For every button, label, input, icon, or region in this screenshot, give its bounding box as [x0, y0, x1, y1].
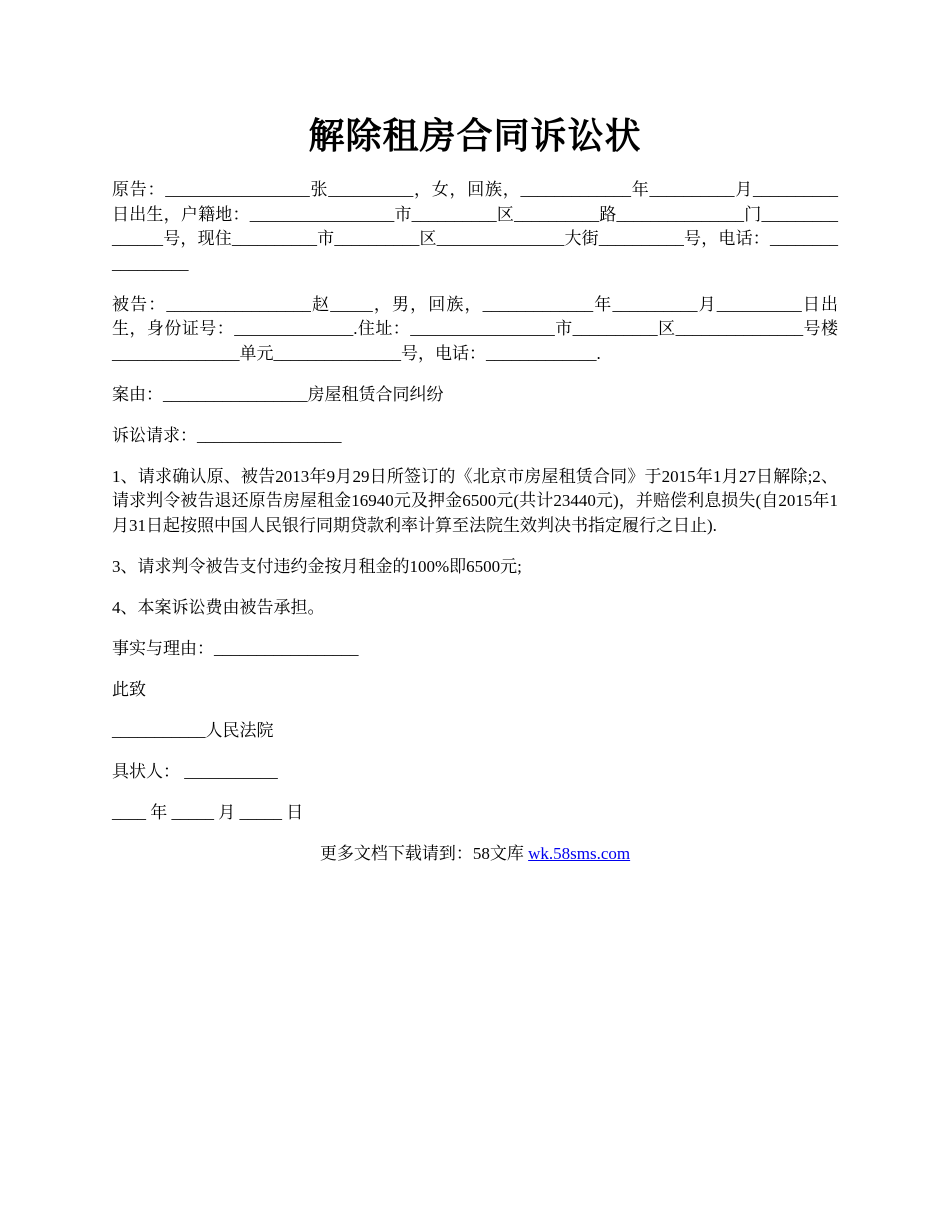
signatory: 具状人： ___________	[112, 761, 278, 781]
footer	[112, 842, 838, 866]
court-name: ___________人民法院	[112, 720, 274, 740]
footer-link[interactable]: wk.58sms.com	[528, 843, 631, 863]
claims-heading: 诉讼请求：_________________	[112, 425, 342, 445]
claim-3: 3、请求判令被告支付违约金按月租金的100%即6500元;	[112, 556, 522, 576]
claim-1-2: 1、请求确认原、被告2013年9月29日所签订的《北京市房屋租赁合同》于2015年1月27日解除;2、请求判令被告退还原告房屋租金16940元及押金6500元(共计23440元)，并赔偿利息损失(自2015年1月31日起按照中国人民银行同期贷款利率计算至法院生效判决书指定履行之日止).	[112, 466, 838, 535]
facts-and-reasons: 事实与理由：_________________	[112, 638, 359, 658]
document-title: 解除租房合同诉讼状	[308, 116, 642, 156]
claim-4: 4、本案诉讼费由被告承担。	[112, 597, 325, 617]
footer-text: 更多文档下载请到：58文库	[319, 843, 529, 863]
plaintiff-info: 原告：_________________张__________，女，回族，_____________年__________月__________日出生，户籍地：_________________市__________区__________路_______________门_______________号，现住__________市__________区_______________大街__________号，电话：_________________	[112, 180, 838, 273]
date-line: ____ 年 _____ 月 _____ 日	[112, 802, 304, 822]
salutation: 此致	[112, 679, 146, 699]
cause-of-action: 案由：_________________房屋租赁合同纠纷	[112, 384, 444, 404]
defendant-info: 被告：_________________赵_____，男，回族，_____________年__________月__________日出生，身份证号：______________.住址：_________________市__________区_______________号楼_______________单元_______________号，电话：_____________.	[112, 294, 838, 363]
